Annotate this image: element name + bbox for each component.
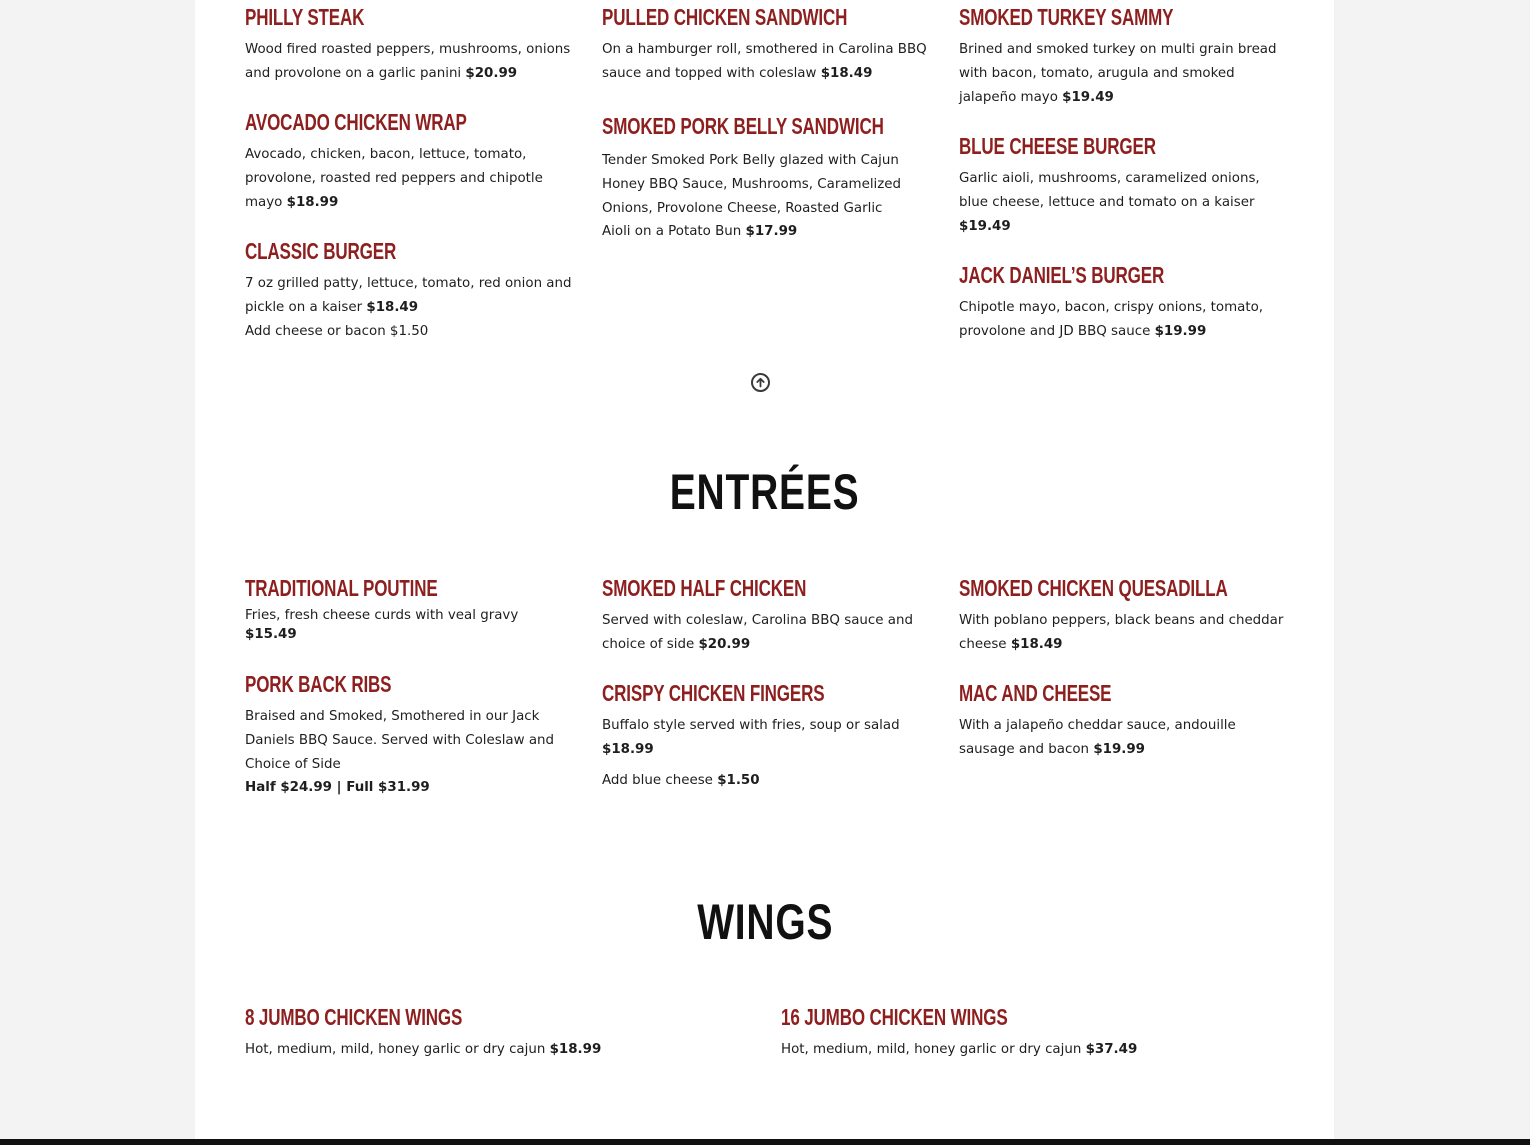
menu-item-description: Hot, medium, mild, honey garlic or dry cajun $37.49 [781, 1042, 1138, 1057]
menu-item-title: CLASSIC BURGER [245, 238, 397, 264]
back-to-top-button[interactable] [751, 373, 770, 392]
menu-item-price: $18.49 [366, 299, 419, 315]
menu-item-title: SMOKED TURKEY SAMMY [959, 4, 1174, 30]
menu-item-description: On a hamburger roll, smothered in Carolina BBQ sauce and topped with coleslaw $18.49 [602, 42, 927, 81]
menu-item-description: Braised and Smoked, Smothered in our Jack Daniels BBQ Sauce. Served with Coleslaw and Choice of Side [245, 709, 555, 772]
menu-item-price: $20.99 [465, 65, 518, 81]
menu-item-description: Buffalo style served with fries, soup or salad $18.99 [602, 718, 900, 757]
menu-item-price: $18.49 [820, 65, 873, 81]
menu-item-price: $18.99 [549, 1042, 602, 1057]
menu-item-price: Half $24.99 | Full $31.99 [245, 780, 430, 796]
menu-item-price: $18.99 [286, 194, 339, 210]
menu-item-price: $19.99 [1154, 323, 1207, 339]
menu-item-addon: Add blue cheese $1.50 [602, 772, 760, 788]
menu-item-price: $19.49 [1062, 89, 1114, 105]
menu-item-title: SMOKED HALF CHICKEN [602, 575, 807, 601]
menu-item-price: $19.49 [959, 218, 1011, 234]
menu-item-title: AVOCADO CHICKEN WRAP [245, 109, 467, 135]
menu-item-crispy-chicken-fingers [602, 679, 932, 792]
menu-item-title: CRISPY CHICKEN FINGERS [602, 680, 825, 706]
menu-item-price: $17.99 [745, 224, 798, 240]
menu-item-mac-and-cheese [959, 679, 1259, 762]
menu-item-title: SMOKED CHICKEN QUESADILLA [959, 575, 1228, 601]
menu-item-description: Hot, medium, mild, honey garlic or dry cajun $18.99 [245, 1042, 602, 1057]
menu-item-title: TRADITIONAL POUTINE [245, 575, 438, 601]
menu-item-title: JACK DANIEL’S BURGER [959, 262, 1165, 288]
menu-item-smoked-turkey-sammy [959, 3, 1289, 109]
menu-item-addon: Add cheese or bacon $1.50 [245, 323, 429, 339]
menu-item-description: Served with coleslaw, Carolina BBQ sauce and choice of side $20.99 [602, 613, 913, 652]
section-heading-entrees: ENTRÉES [670, 464, 860, 520]
menu-item-philly-steak [245, 3, 575, 86]
menu-item-price: $15.49 [245, 627, 297, 642]
menu-item-8-jumbo-chicken-wings [245, 1003, 745, 1062]
menu-item-smoked-chicken-quesadilla [959, 574, 1289, 657]
menu-item-title: MAC AND CHEESE [959, 680, 1112, 706]
section-heading-wings: WINGS [696, 894, 834, 950]
menu-item-description: Chipotle mayo, bacon, crispy onions, tomato, provolone and JD BBQ sauce $19.99 [959, 300, 1264, 339]
menu-item-description: Tender Smoked Pork Belly glazed with Cajun Honey BBQ Sauce, Mushrooms, Caramelized Onions, Provolone Cheese, Roasted Garlic Aioli on a Potato Bun $17.99 [602, 153, 902, 240]
menu-item-smoked-pork-belly-sandwich [602, 112, 907, 244]
menu-item-title: PHILLY STEAK [245, 4, 365, 30]
menu-item-price: $37.49 [1085, 1042, 1138, 1057]
footer-edge [0, 1139, 1530, 1145]
menu-item-description: 7 oz grilled patty, lettuce, tomato, red onion and pickle on a kaiser $18.49 [245, 276, 572, 315]
menu-item-description: With a jalapeño cheddar sauce, andouille sausage and bacon $19.99 [959, 718, 1236, 757]
menu-item-description: Avocado, chicken, bacon, lettuce, tomato, provolone, roasted red peppers and chipotle mayo $18.99 [245, 147, 543, 210]
menu-item-price: $18.49 [1010, 636, 1063, 652]
menu-item-traditional-poutine [245, 574, 575, 644]
menu-item-avocado-chicken-wrap [245, 108, 570, 214]
menu-item-pulled-chicken-sandwich [602, 3, 937, 86]
menu-item-pork-back-ribs [245, 670, 565, 800]
menu-item-description: Brined and smoked turkey on multi grain bread with bacon, tomato, arugula and smoked jalapeño mayo $19.49 [959, 42, 1277, 105]
menu-item-title: 16 JUMBO CHICKEN WINGS [781, 1004, 1008, 1030]
menu-item-title: SMOKED PORK BELLY SANDWICH [602, 113, 884, 139]
menu-item-title: BLUE CHEESE BURGER [959, 133, 1156, 159]
menu-item-16-jumbo-chicken-wings [781, 1003, 1281, 1062]
menu-item-description: With poblano peppers, black beans and cheddar cheese $18.49 [959, 613, 1284, 652]
menu-item-price: $18.99 [602, 741, 654, 757]
menu-item-jack-daniels-burger [959, 261, 1279, 344]
menu-item-title: 8 JUMBO CHICKEN WINGS [245, 1004, 463, 1030]
menu-item-description: Garlic aioli, mushrooms, caramelized onions, blue cheese, lettuce and tomato on a kaiser $19.49 [959, 171, 1260, 234]
menu-item-title: PORK BACK RIBS [245, 671, 392, 697]
menu-item-title: PULLED CHICKEN SANDWICH [602, 4, 848, 30]
arrow-up-circle-icon [753, 375, 768, 390]
menu-item-smoked-half-chicken [602, 574, 932, 657]
menu-item-description: Wood fired roasted peppers, mushrooms, onions and provolone on a garlic panini $20.99 [245, 42, 571, 81]
menu-item-blue-cheese-burger [959, 132, 1269, 238]
menu-item-description: Fries, fresh cheese curds with veal gravy [245, 608, 519, 623]
menu-item-classic-burger [245, 237, 575, 343]
menu-item-price: $20.99 [698, 636, 751, 652]
menu-item-price: $19.99 [1093, 741, 1145, 757]
